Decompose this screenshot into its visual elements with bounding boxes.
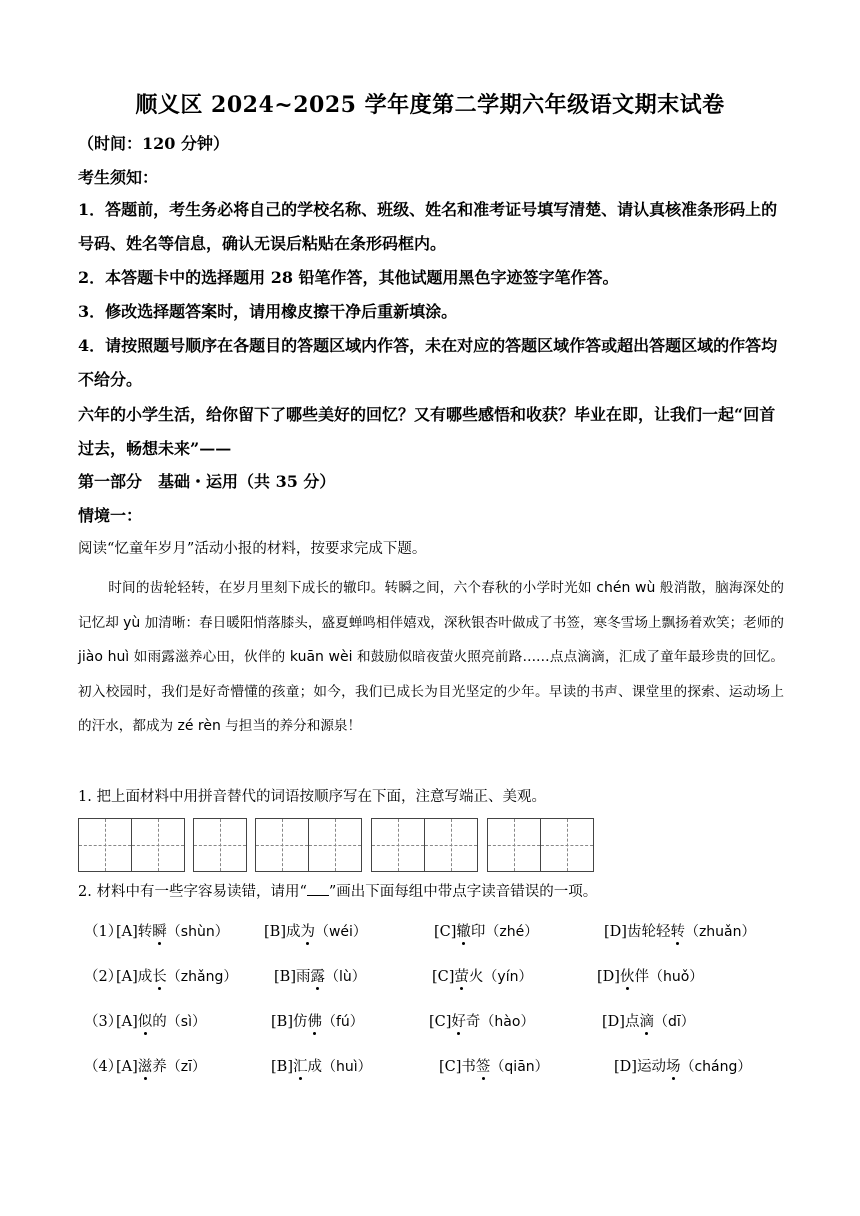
notice-item-3: 3．修改选择题答案时，请用橡皮擦干净后重新填涂。 (78, 302, 458, 321)
pinyin-5: zé rèn (177, 718, 221, 734)
reading-instruction: 阅读“忆童年岁月”活动小报的材料，按要求完成下题。 (78, 541, 427, 557)
writing-cell[interactable] (131, 818, 185, 872)
answer-box-group-5[interactable] (487, 818, 593, 872)
option-row-number: （4） (84, 1059, 123, 1075)
writing-cell[interactable] (371, 818, 425, 872)
option-1d[interactable]: [D]齿轮轻转（zhuǎn） (604, 920, 756, 941)
answer-box-group-3[interactable] (255, 818, 361, 872)
option-row-number: （3） (84, 1014, 123, 1030)
writing-cell[interactable] (193, 818, 247, 872)
notice-item-2: 2．本答题卡中的选择题用 28 铅笔作答，其他试题用黑色字迹签字笔作答。 (78, 268, 619, 287)
underline-mark (307, 883, 329, 896)
option-row-1 (84, 920, 804, 944)
answer-box-group-4[interactable] (371, 818, 477, 872)
pinyin-4: kuān wèi (289, 649, 353, 665)
option-4b[interactable]: [B]汇成（huì） (271, 1055, 372, 1076)
option-4c[interactable]: [C]书签（qiān） (439, 1055, 549, 1076)
option-3a[interactable]: [A]似的（sì） (116, 1010, 206, 1031)
writing-cell[interactable] (540, 818, 594, 872)
intro-text: 六年的小学生活，给你留下了哪些美好的回忆？又有哪些感悟和收获？毕业在即，让我们一起“回首过去，畅想未来”—— (78, 405, 776, 458)
notice-item-1: 1．答题前，考生务必将自己的学校名称、班级、姓名和准考证号填写清楚、请认真核准条形码上的号码、姓名等信息，确认无误后粘贴在条形码框内。 (78, 200, 778, 253)
pinyin-2: yù (123, 614, 141, 631)
pinyin-1: chén wù (596, 580, 656, 596)
notice-item-4: 4．请按照题号顺序在各题目的答题区域内作答，未在对应的答题区域作答或超出答题区域的作答均不给分。 (78, 336, 778, 389)
section-heading: 第一部分 基础・运用（共 35 分） (78, 472, 336, 491)
option-row-3 (84, 1010, 804, 1034)
option-4d[interactable]: [D]运动场（cháng） (614, 1055, 751, 1076)
writing-cell[interactable] (78, 818, 132, 872)
answer-box-group-1[interactable] (78, 818, 184, 872)
option-row-4 (84, 1055, 804, 1079)
question-1: 1. 把上面材料中用拼音替代的词语按顺序写在下面，注意写端正、美观。 (78, 789, 546, 805)
option-row-2 (84, 965, 804, 989)
exam-title: 顺义区 2024~2025 学年度第二学期六年级语文期末试卷 (135, 92, 725, 118)
notice-heading: 考生须知： (78, 168, 159, 187)
writing-cell[interactable] (255, 818, 309, 872)
writing-cell[interactable] (424, 818, 478, 872)
answer-box-group-2[interactable] (193, 818, 246, 872)
option-2d[interactable]: [D]伙伴（huǒ） (597, 965, 703, 986)
situation-heading: 情境一： (78, 506, 143, 525)
option-1c[interactable]: [C]辙印（zhé） (434, 920, 538, 941)
exam-time: （时间：120 分钟） (78, 134, 229, 153)
option-3c[interactable]: [C]好奇（hào） (429, 1010, 534, 1031)
writing-cell[interactable] (308, 818, 362, 872)
option-3d[interactable]: [D]点滴（dī） (602, 1010, 695, 1031)
option-4a[interactable]: [A]滋养（zī） (116, 1055, 206, 1076)
reading-passage: 时间的齿轮轻转，在岁月里刻下成长的辙印。转瞬之间，六个春秋的小学时光如 chén wù 般消散，脑海深处的记忆却 yù 加清晰：春日暖阳悄落膝头，盛夏蝉鸣相伴嬉戏，深秋银杏叶做成了书签，寒冬雪场上飘扬着欢笑；老师的 jiào huì 如雨露滋养心田，伙伴的 kuān wèi 和鼓励似暗夜萤火照亮前路……点点滴滴，汇成了童年最珍贵的回忆。初入校园时，我们是好奇懵懂的孩童；如今，我们已成长为目光坚定的少年。早读的书声、课堂里的探索、运动场上的汗水，都成为 zé rèn 与担当的养分和源泉！ (78, 580, 784, 734)
option-1a[interactable]: [A]转瞬（shùn） (116, 920, 229, 941)
question-2: 2. 材料中有一些字容易读错，请用“ ”画出下面每组中带点字读音错误的一项。 (78, 884, 598, 900)
option-2a[interactable]: [A]成长（zhǎng） (116, 965, 237, 986)
option-3b[interactable]: [B]仿佛（fú） (271, 1010, 364, 1031)
option-2b[interactable]: [B]雨露（lù） (274, 965, 366, 986)
option-row-number: （2） (84, 969, 123, 985)
option-2c[interactable]: [C]萤火（yín） (432, 965, 532, 986)
pinyin-3: jiào huì (78, 649, 130, 665)
option-row-number: （1） (84, 924, 123, 940)
writing-cell[interactable] (487, 818, 541, 872)
option-1b[interactable]: [B]成为（wéi） (264, 920, 367, 941)
